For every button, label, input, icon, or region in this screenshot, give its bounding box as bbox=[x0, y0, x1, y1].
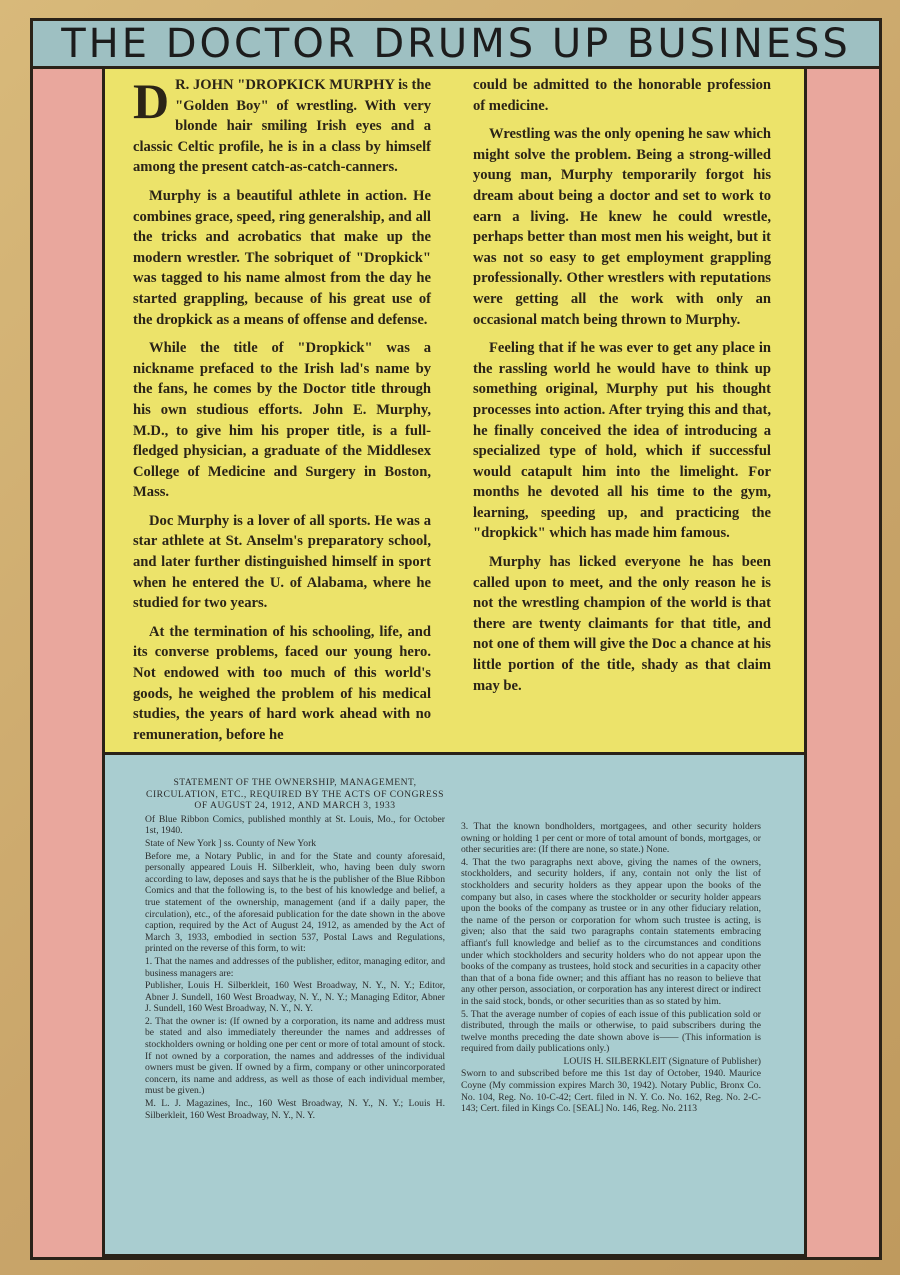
article-paragraph: Doc Murphy is a lover of all sports. He was a star athlete at St. Anselm's preparatory school, and later further distinguished himself in sport when he entered the U. of Alabama, where he studied for two years. bbox=[133, 512, 431, 612]
article-paragraph: could be admitted to the honorable profession of medicine. bbox=[473, 77, 771, 114]
statement-paragraph: 3. That the known bondholders, mortgagees, and other security holders owning or holding 1 per cent or more of total amount of bonds, mortgages, or other securities are: (If there are none, so state.) None. bbox=[461, 821, 761, 856]
statement-column-right bbox=[461, 821, 761, 1116]
statement-paragraph: Sworn to and subscribed before me this 1st day of October, 1940. Maurice Coyne (My commission expires March 30, 1942). Notary Public, Bronx Co. No. 104, Reg. No. 10-C-42; Cert. filed in N. Y. Co. No. 162, Reg. No. 2-C-143; Cert. filed in Kings Co. [SEAL] No. 146, Reg. No. 2113 bbox=[461, 1068, 761, 1115]
article-panel bbox=[102, 69, 807, 755]
statement-heading: STATEMENT OF THE OWNERSHIP, MANAGEMENT, CIRCULATION, ETC., REQUIRED BY THE ACTS OF CONGRESS OF AUGUST 24, 1912, AND MARCH 3, 1933 bbox=[146, 777, 444, 812]
article-paragraph: D R. JOHN "DROPKICK MURPHY is the "Golden Boy" of wrestling. With very blonde hair smiling Irish eyes and a classic Celtic profile, he is in a class by himself among the present catch-as-catch-canners. bbox=[133, 73, 431, 176]
statement-paragraph: Before me, a Notary Public, in and for the State and county aforesaid, personally appeared Louis H. Silberkleit, who, having been duly sworn according to law, deposes and says that he is the publisher of the Blue Ribbon Comics and that the following is, to the best of his knowledge and belief, a true statement of the ownership, management (and if a daily paper, the circulation), etc., of the aforesaid publication for the date shown in the above caption, required by the Act of August 24, 1912, as amended by the Act of March 3, 1933, embodied in section 537, Postal Laws and Regulations, printed on the reverse of this form, to wit: bbox=[145, 850, 445, 955]
statement-paragraph: M. L. J. Magazines, Inc., 160 West Broadway, N. Y., N. Y.; Louis H. Silberkleit, 160 West Broadway, N. Y., N. Y. bbox=[145, 1098, 445, 1121]
statement-paragraph: 5. That the average number of copies of each issue of this publication sold or distributed, through the mails or otherwise, to paid subscribers during the twelve months preceding the date shown above is—— (This information is required from daily publications only.) bbox=[461, 1008, 761, 1055]
article-paragraph: At the termination of his schooling, life, and its converse problems, faced our young hero. Not endowed with too much of this world's goods, he weighed the problem of his medical studies, the years of hard work ahead with no remuneration, before he bbox=[133, 623, 431, 743]
statement-paragraph: 1. That the names and addresses of the publisher, editor, managing editor, and business managers are: bbox=[145, 955, 445, 979]
right-margin-panel bbox=[807, 69, 879, 1257]
article-paragraph: Feeling that if he was ever to get any place in the rassling world he would have to think up something original, Murphy put his thought processes into action. After trying this and that, he finally conceived the idea of introducing a specialized type of hold, which if successful would catapult him into the limelight. For months he devoted all his time to the gym, learning, speeding up, and practicing the "dropkick" which has made him famous. bbox=[473, 340, 771, 542]
ownership-statement-panel bbox=[102, 755, 807, 1257]
article-paragraph: Murphy has licked everyone he has been called upon to meet, and the only reason he is not the wrestling champion of the world is that there are twenty claimants for that title, and not one of them will give the Doc a chance at his little portion of the title, shady as that claim may be. bbox=[473, 554, 771, 694]
statement-paragraph: 4. That the two paragraphs next above, giving the names of the owners, stockholders, and security holders, if any, contain not only the list of stockholders and security holders as they appear upon the books of the company but also, in cases where the stockholder or security holder appears upon the books of the company as trustee or in any other fiduciary relation, the name of the person or corporation for whom such trustee is acting, is given; also that the said two paragraphs contain statements embracing affiant's full knowledge and belief as to the circumstances and conditions under which stockholders and security holders who do not appear upon the books of the company as trustees, hold stock and securities in a capacity other than that of a bona fide owner; and this affiant has no reason to believe that any other person, association, or corporation has any interest direct or indirect in the said stock, bonds, or other securities than as so stated by him. bbox=[461, 856, 761, 1007]
page-title: THE DOCTOR DRUMS UP BUSINESS bbox=[61, 20, 851, 67]
left-margin-panel bbox=[33, 69, 102, 1257]
article-paragraph: Murphy is a beautiful athlete in action. He combines grace, speed, ring generalship, and all the tricks and acrobatics that make up the modern wrestler. The sobriquet of "Dropkick" was tagged to his name almost from the day he started grappling, because of his great use of the dropkick as a means of offense and defense. bbox=[133, 187, 431, 328]
statement-paragraph: Publisher, Louis H. Silberkleit, 160 West Broadway, N. Y., N. Y.; Editor, Abner J. Sundell, 160 West Broadway, N. Y., N. Y.; Managing Editor, Abner J. Sundell, 160 West Broadway, N. Y., N. Y. bbox=[145, 980, 445, 1015]
statement-column-left bbox=[145, 777, 445, 1122]
article-column-right bbox=[473, 75, 771, 704]
title-banner bbox=[33, 21, 879, 69]
statement-signature: LOUIS H. SILBERKLEIT (Signature of Publisher) bbox=[563, 1055, 761, 1067]
article-column-left bbox=[133, 75, 431, 753]
drop-cap: D bbox=[133, 73, 170, 129]
article-paragraph: While the title of "Dropkick" was a nickname prefaced to the Irish lad's name by the fans, he comes by the Doctor title through his own studious efforts. John E. Murphy, M.D., to give him his proper title, is a full-fledged physician, a graduate of the Middlesex College of Medicine and Surgery in Boston, Mass. bbox=[133, 340, 431, 501]
article-paragraph: Wrestling was the only opening he saw which might solve the problem. Being a strong-willed young man, Murphy temporarily forgot his dream about being a doctor and set to work to earn a living. He knew he could wrestle, perhaps better than most men his weight, but it was not so easy to get employment grappling professionally. Other wrestlers with reputations were getting all the work with only an occasional match being thrown to Murphy. bbox=[473, 126, 771, 328]
statement-paragraph: Of Blue Ribbon Comics, published monthly at St. Louis, Mo., for October 1st, 1940. bbox=[145, 813, 445, 837]
statement-paragraph: State of New York ] ss. County of New York bbox=[145, 837, 317, 849]
statement-paragraph: 2. That the owner is: (If owned by a corporation, its name and address must be stated and also immediately thereunder the names and addresses of stockholders owning or holding one per cent or more of total amount of stock. If not owned by a corporation, the names and addresses of the individual owners must be given. If owned by a firm, company or other unincorporated concern, its name and address, as well as those of each individual member, must be given.) bbox=[145, 1015, 446, 1097]
